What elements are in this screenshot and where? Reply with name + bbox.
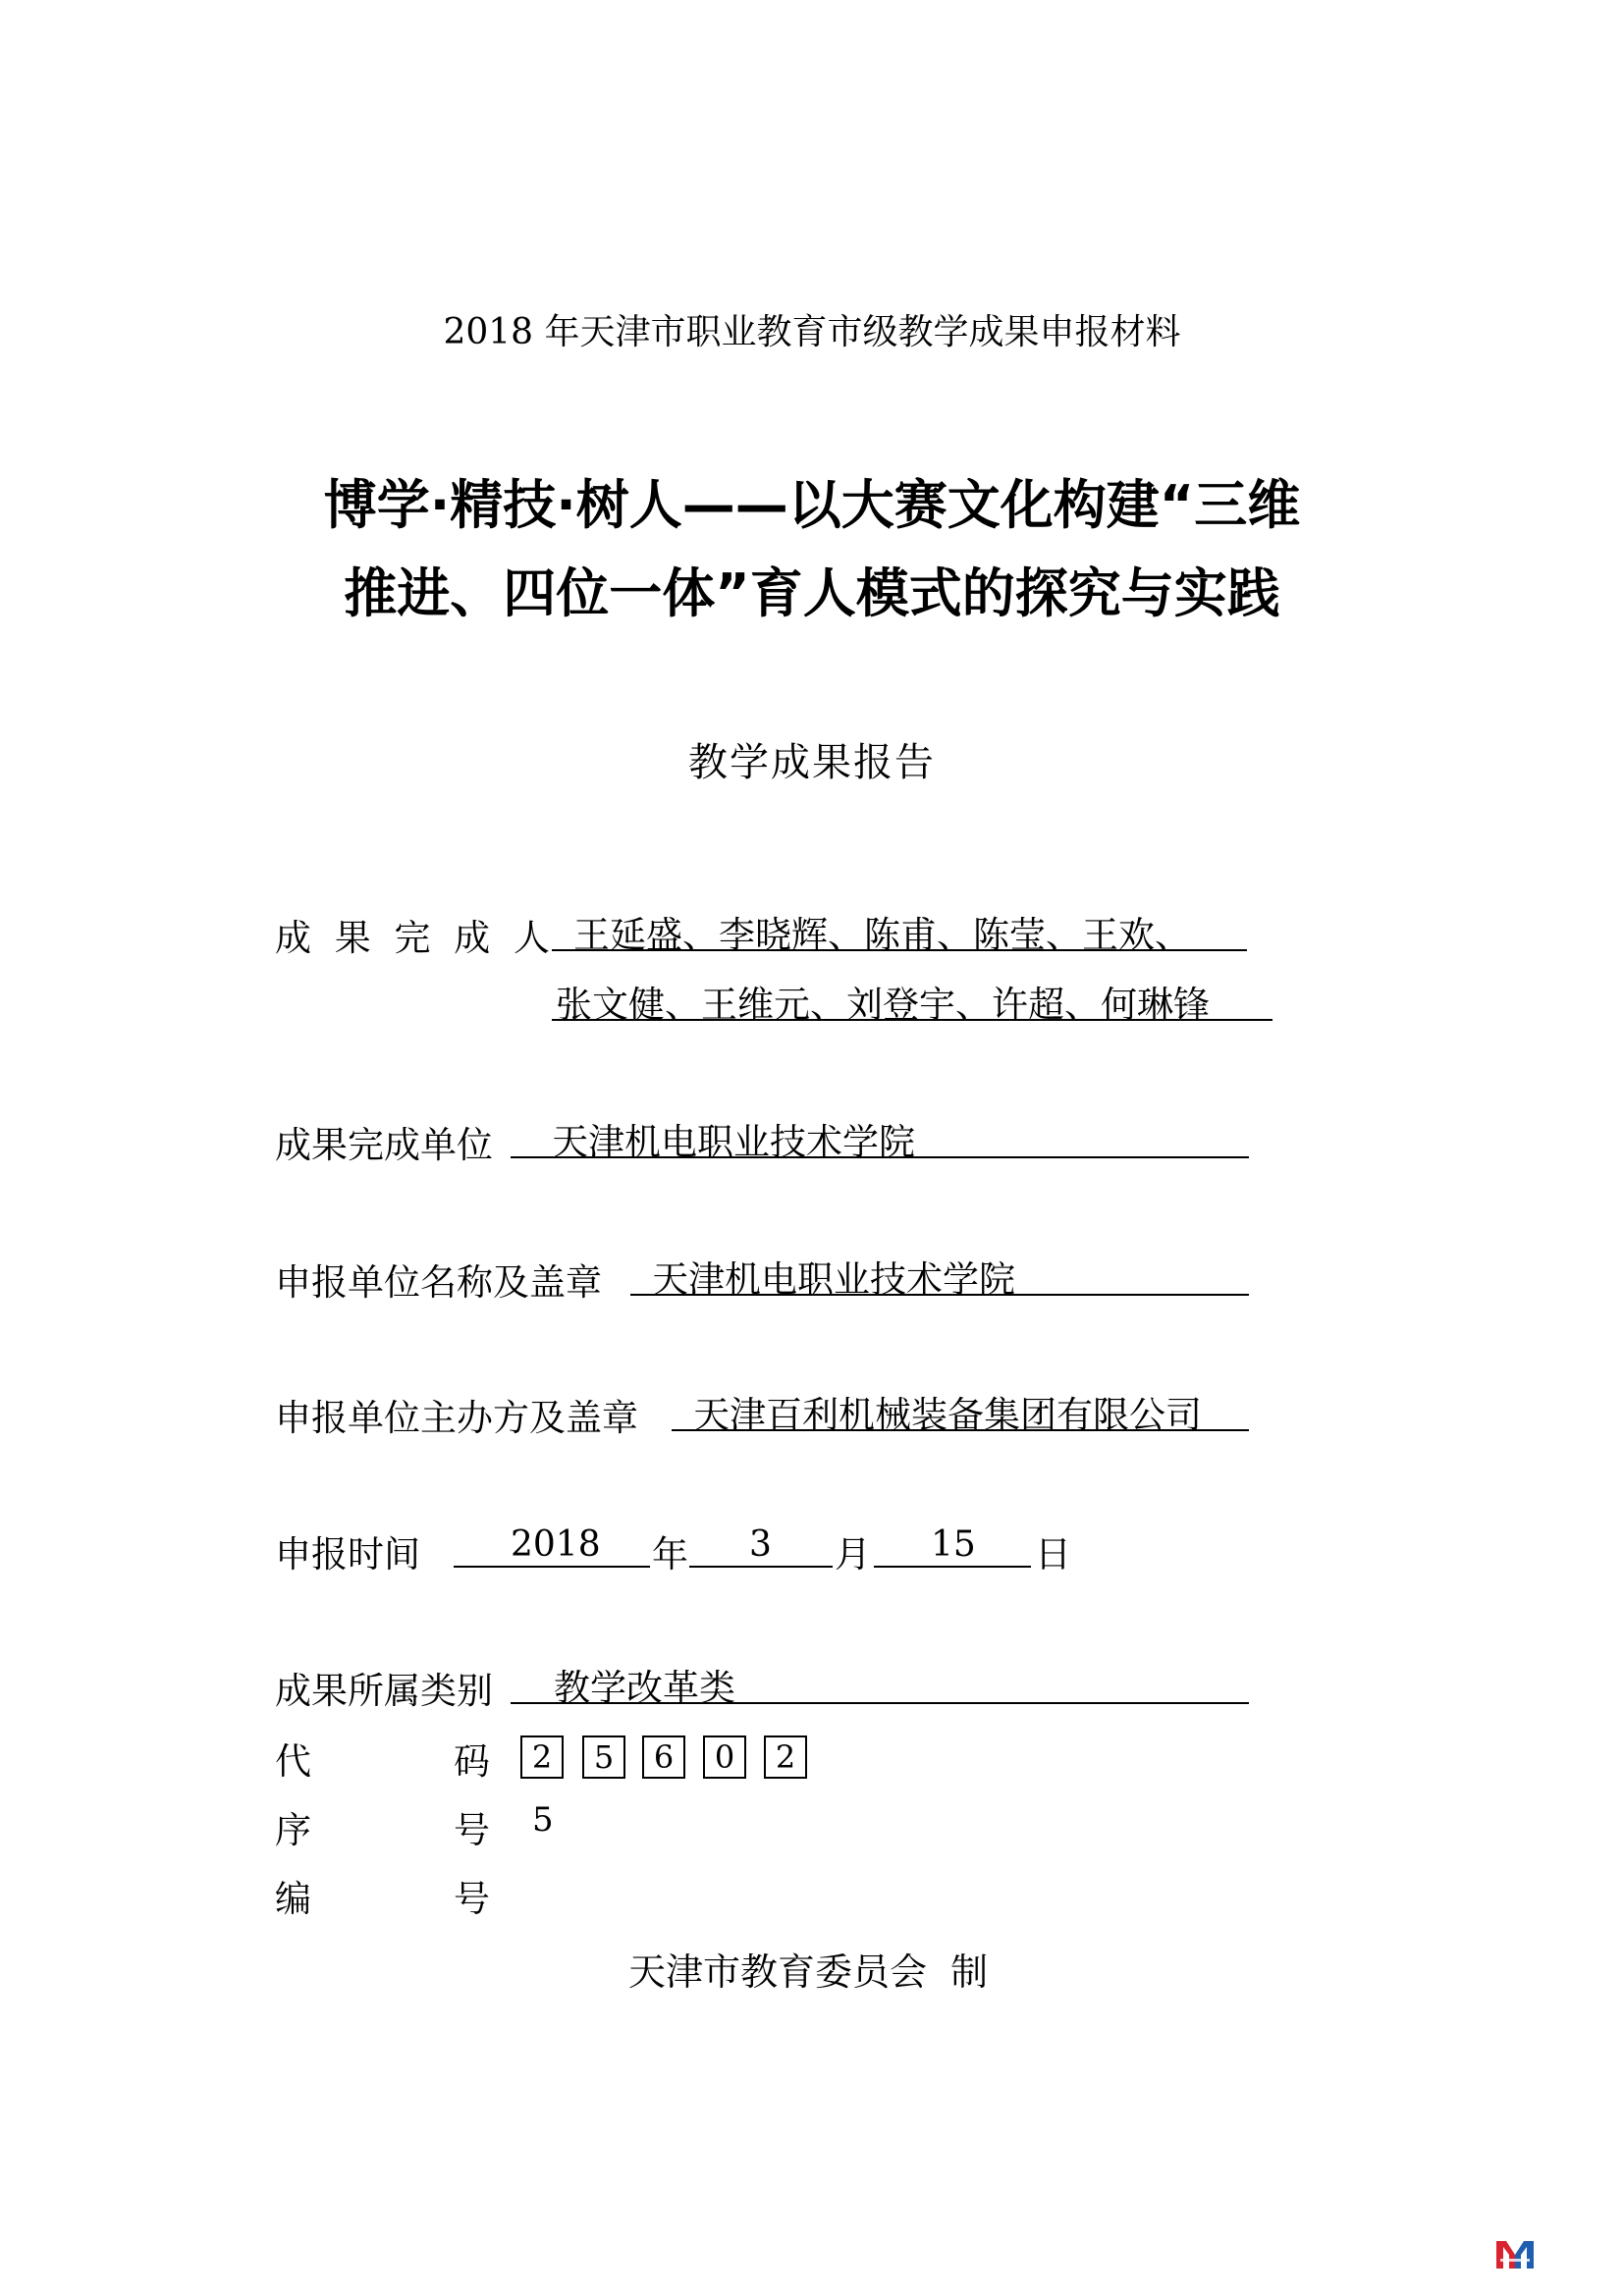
main-title	[0, 461, 1624, 638]
number-label-right: 号	[454, 1878, 490, 1920]
applicant-label: 申报单位名称及盖章	[275, 1261, 602, 1304]
code-label-left: 代	[275, 1740, 311, 1783]
unit-label: 成果完成单位	[275, 1124, 493, 1166]
code-digit-1: 2	[520, 1735, 564, 1779]
header-line: 2018 年天津市职业教育市级教学成果申报材料	[443, 312, 1181, 352]
month-value: 3	[749, 1524, 772, 1565]
sponsor-label: 申报单位主办方及盖章	[275, 1397, 638, 1439]
month-unit: 月	[835, 1533, 871, 1575]
code-digit-3: 6	[642, 1735, 685, 1779]
date-label: 申报时间	[275, 1533, 420, 1575]
main-title-line-2: 推进、四位一体”育人模式的探究与实践	[344, 562, 1280, 624]
year-unit: 年	[652, 1533, 688, 1575]
applicant-value: 天津机电职业技术学院	[652, 1258, 1015, 1301]
report-type: 教学成果报告	[688, 740, 936, 785]
day-unit: 日	[1035, 1533, 1071, 1575]
serial-value: 5	[532, 1800, 554, 1840]
category-value: 教学改革类	[554, 1667, 735, 1709]
completers-line-2: 张文健、王维元、刘登宇、许超、何琳锋	[556, 984, 1210, 1026]
day-value: 15	[931, 1524, 976, 1565]
category-label: 成果所属类别	[275, 1670, 493, 1712]
sponsor-value: 天津百利机械装备集团有限公司	[693, 1394, 1202, 1436]
serial-label-right: 号	[454, 1809, 490, 1851]
completers-label: 成 果 完 成 人	[275, 917, 557, 959]
year-value: 2018	[511, 1524, 601, 1565]
m-logo-icon	[1494, 2237, 1536, 2270]
unit-value: 天津机电职业技术学院	[552, 1121, 915, 1163]
footer-issuer: 天津市教育委员会 制	[628, 1950, 989, 1994]
serial-label-left: 序	[275, 1809, 311, 1851]
number-label-left: 编	[275, 1878, 311, 1920]
code-label-right: 码	[454, 1740, 490, 1783]
code-digit-4: 0	[703, 1735, 746, 1779]
code-digit-5: 2	[764, 1735, 807, 1779]
main-title-line-1: 博学·精技·树人——以大赛文化构建“三维	[323, 474, 1301, 536]
code-digit-2: 5	[582, 1735, 625, 1779]
completers-line-1: 王延盛、李晓辉、陈甫、陈莹、王欢、	[573, 914, 1191, 956]
